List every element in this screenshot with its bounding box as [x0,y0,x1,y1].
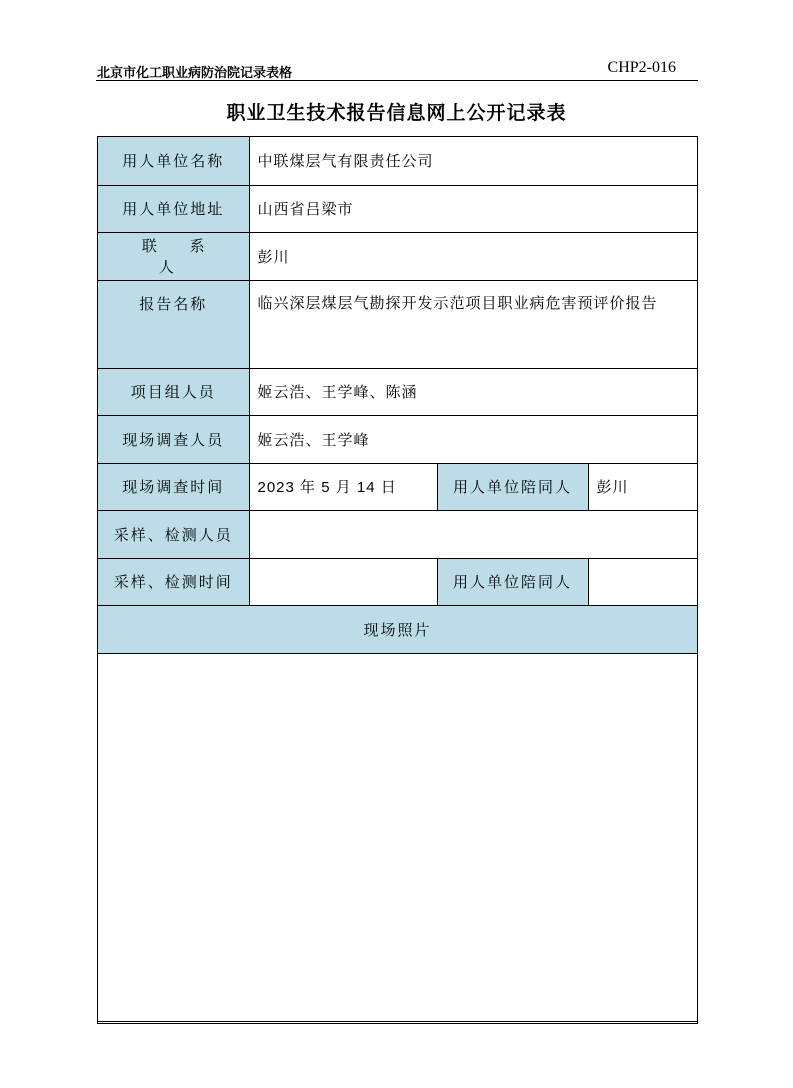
row-project-members [98,368,697,415]
row-site-investigators [98,415,697,463]
row-photos-area [98,653,697,1021]
sampling-companion-label: 用人单位陪同人 [437,558,588,605]
site-photos-area [98,653,697,1021]
row-site-investigation-time [98,463,697,510]
sampling-time-value [249,558,437,605]
row-sampling-time [98,558,697,605]
site-companion-label: 用人单位陪同人 [437,463,588,510]
report-name-label: 报告名称 [98,280,249,368]
employer-name-label: 用人单位名称 [98,137,249,185]
row-sampling-staff [98,510,697,558]
sampling-staff-label: 采样、检测人员 [98,510,249,558]
report-name-value: 临兴深层煤层气勘探开发示范项目职业病危害预评价报告 [249,280,697,368]
site-photos-label: 现场照片 [98,605,697,653]
row-contact [98,232,697,280]
row-employer-address [98,185,697,232]
record-table [98,137,697,1022]
sampling-staff-value [249,510,697,558]
employer-name-value: 中联煤层气有限责任公司 [249,137,697,185]
site-investigators-value: 姬云浩、王学峰 [249,415,697,463]
record-form [97,136,698,1024]
row-report-name [98,280,697,368]
form-org-title: 北京市化工职业病防治院记录表格 [97,66,293,81]
employer-address-value: 山西省吕梁市 [249,185,697,232]
site-investigation-date: 2023 年 5 月 14 日 [257,479,397,496]
site-investigation-time-label: 现场调查时间 [98,463,249,510]
sampling-companion-value [588,558,697,605]
site-companion-value: 彭川 [588,463,697,510]
row-photos-header [98,605,697,653]
document-title: 职业卫生技术报告信息网上公开记录表 [226,102,567,124]
sampling-time-label: 采样、检测时间 [98,558,249,605]
header-rule [96,80,698,81]
project-members-label: 项目组人员 [98,368,249,415]
contact-label: 联 系 人 [98,232,249,280]
project-members-value: 姬云浩、王学峰、陈涵 [249,368,697,415]
site-investigation-time-value [249,463,437,510]
row-employer-name [98,137,697,185]
site-investigators-label: 现场调查人员 [98,415,249,463]
employer-address-label: 用人单位地址 [98,185,249,232]
form-code: CHP2-016 [607,59,676,76]
contact-value: 彭川 [249,232,697,280]
